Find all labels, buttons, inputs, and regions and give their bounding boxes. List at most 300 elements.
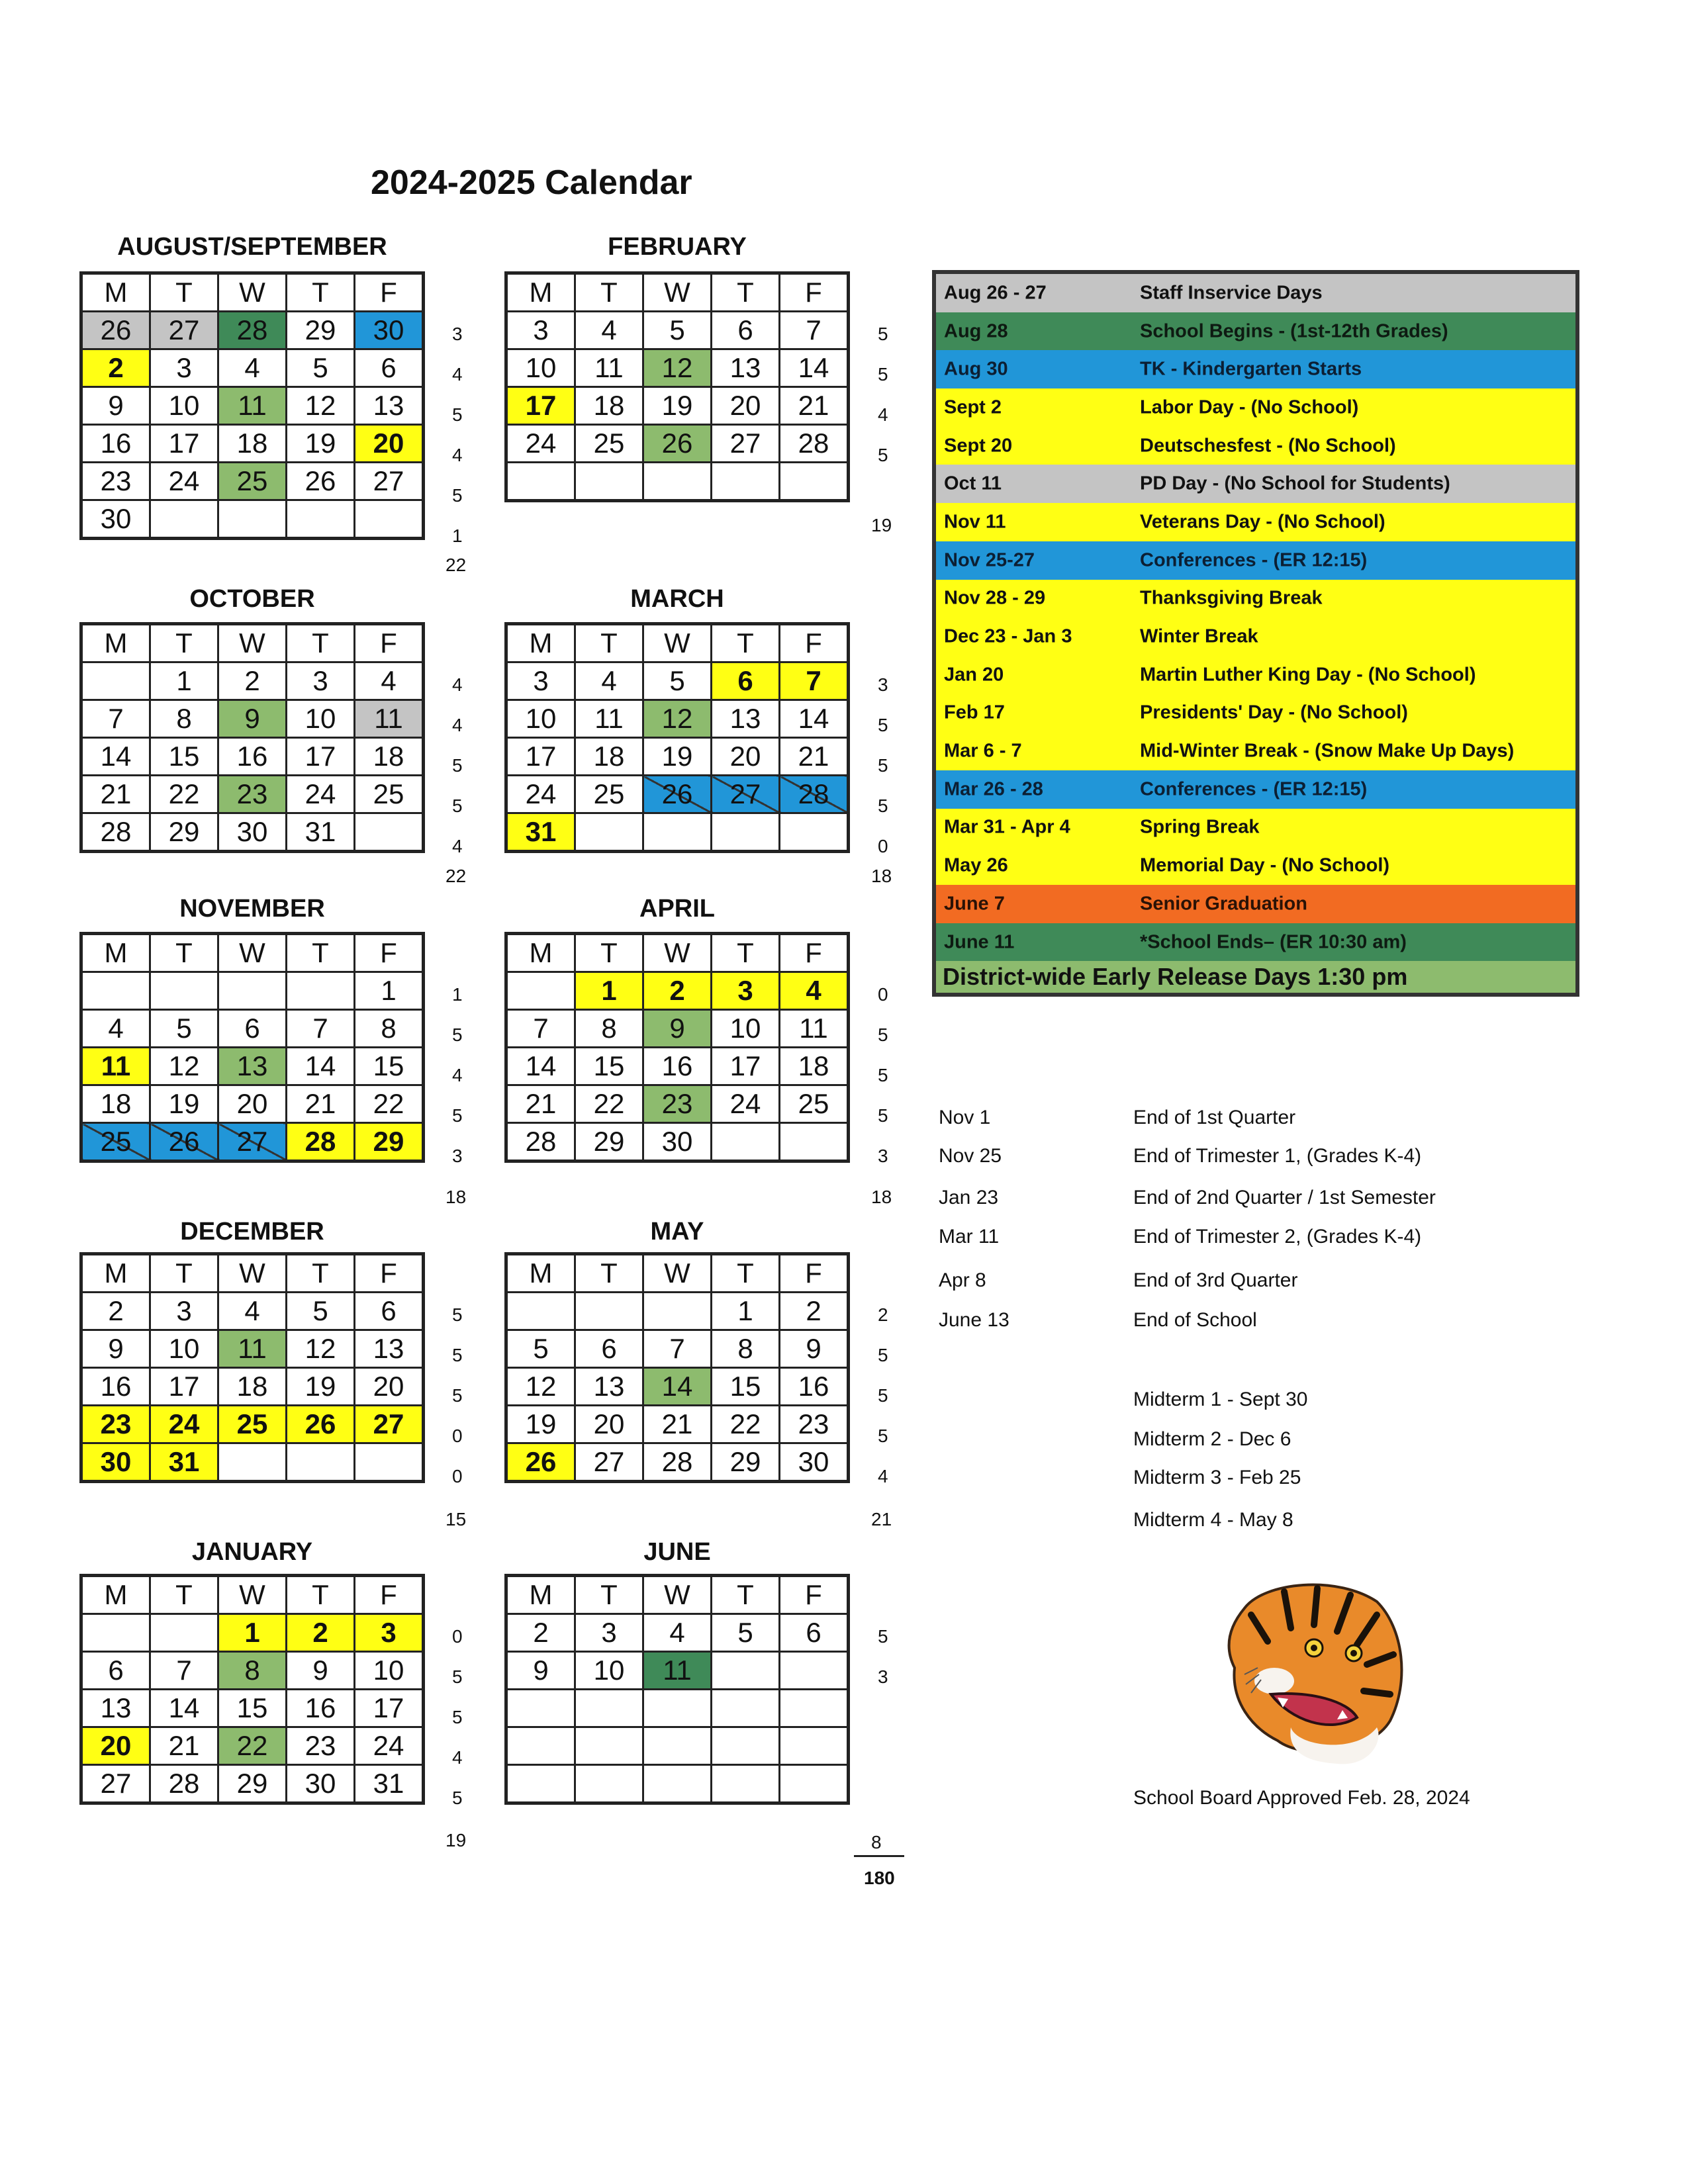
day-cell: 10 — [150, 1330, 218, 1368]
day-cell: 25 — [575, 425, 643, 463]
day-cell: 4 — [780, 972, 849, 1010]
legend-event: Staff Inservice Days — [1140, 282, 1323, 304]
month-title-mar: MARCH — [630, 585, 724, 613]
day-cell: 29 — [355, 1123, 424, 1161]
day-cell — [506, 1765, 575, 1803]
day-cell: 2 — [81, 1293, 150, 1330]
day-cell: 13 — [81, 1690, 150, 1727]
day-cell — [150, 1614, 218, 1652]
legend-row — [936, 312, 1575, 351]
quarter-date: Nov 1 — [939, 1107, 991, 1128]
day-cell: 15 — [150, 738, 218, 776]
day-cell: 13 — [575, 1368, 643, 1406]
week-day-count: 5 — [878, 1626, 888, 1647]
legend-row — [936, 923, 1575, 962]
day-cell: 30 — [287, 1765, 355, 1803]
day-cell: 17 — [150, 425, 218, 463]
day-cell — [643, 1293, 712, 1330]
weekday-header: F — [355, 624, 424, 662]
day-cell: 19 — [643, 738, 712, 776]
day-cell: 5 — [643, 662, 712, 700]
weekday-header: T — [575, 1254, 643, 1293]
day-cell: 27 — [355, 463, 424, 500]
legend-date: Feb 17 — [944, 702, 1005, 723]
week-day-count: 3 — [878, 1146, 888, 1166]
legend-date: June 11 — [944, 931, 1015, 953]
week-day-count: 2 — [878, 1304, 888, 1325]
day-cell: 22 — [355, 1085, 424, 1123]
day-cell: 14 — [81, 738, 150, 776]
day-cell: 1 — [150, 662, 218, 700]
legend-date: Oct 11 — [944, 473, 1002, 494]
weekday-header: T — [712, 624, 780, 662]
week-day-count: 5 — [452, 1304, 463, 1325]
day-cell: 7 — [506, 1010, 575, 1048]
day-cell: 22 — [712, 1406, 780, 1443]
day-cell: 20 — [712, 738, 780, 776]
day-cell: 10 — [506, 349, 575, 387]
day-cell: 7 — [150, 1652, 218, 1690]
day-cell: 31 — [506, 813, 575, 852]
day-cell: 12 — [643, 700, 712, 738]
day-cell: 2 — [506, 1614, 575, 1652]
legend-row — [936, 846, 1575, 885]
month-total: 18 — [445, 1187, 467, 1207]
weekday-header: F — [780, 934, 849, 972]
day-cell: 12 — [287, 387, 355, 425]
weekday-header: M — [506, 934, 575, 972]
day-cell: 4 — [218, 349, 287, 387]
day-cell: 23 — [643, 1085, 712, 1123]
day-cell: 2 — [780, 1293, 849, 1330]
day-cell — [780, 1123, 849, 1161]
month-title-apr: APRIL — [639, 895, 715, 923]
week-day-count: 5 — [878, 1426, 888, 1446]
day-cell: 3 — [712, 972, 780, 1010]
day-cell: 25 — [780, 1085, 849, 1123]
legend-event: PD Day - (No School for Students) — [1140, 473, 1450, 494]
legend-date: Nov 28 - 29 — [944, 587, 1046, 609]
legend-event: Conferences - (ER 12:15) — [1140, 549, 1368, 571]
legend-row — [936, 541, 1575, 580]
legend-table — [932, 270, 1579, 997]
day-cell — [150, 972, 218, 1010]
day-cell: 13 — [712, 700, 780, 738]
day-cell: 22 — [575, 1085, 643, 1123]
week-day-count: 5 — [878, 715, 888, 735]
week-day-count: 5 — [452, 1385, 463, 1406]
weekday-header: W — [218, 624, 287, 662]
day-cell: 5 — [712, 1614, 780, 1652]
weekday-header: F — [355, 1576, 424, 1614]
day-cell: 23 — [81, 463, 150, 500]
day-cell: 25 — [81, 1123, 150, 1161]
day-cell: 6 — [780, 1614, 849, 1652]
day-cell: 21 — [780, 387, 849, 425]
week-day-count: 3 — [452, 1146, 463, 1166]
day-cell: 16 — [780, 1368, 849, 1406]
day-cell: 18 — [575, 738, 643, 776]
month-total: 18 — [871, 866, 892, 886]
day-cell: 8 — [355, 1010, 424, 1048]
weekday-header: M — [81, 1576, 150, 1614]
day-cell: 16 — [81, 1368, 150, 1406]
day-cell: 20 — [575, 1406, 643, 1443]
week-day-count: 4 — [452, 445, 463, 465]
legend-row — [936, 465, 1575, 503]
legend-event: School Begins - (1st-12th Grades) — [1140, 320, 1448, 342]
day-cell: 6 — [355, 1293, 424, 1330]
legend-date: June 7 — [944, 893, 1005, 915]
weekday-header: M — [81, 1254, 150, 1293]
month-table-apr — [504, 932, 850, 1163]
weekday-header: F — [355, 1254, 424, 1293]
week-day-count: 4 — [452, 674, 463, 695]
total-sum-line — [854, 1855, 904, 1857]
day-cell: 6 — [218, 1010, 287, 1048]
day-cell — [712, 1727, 780, 1765]
day-cell: 10 — [355, 1652, 424, 1690]
day-cell — [575, 1727, 643, 1765]
day-cell: 26 — [81, 312, 150, 349]
day-cell: 13 — [218, 1048, 287, 1085]
day-cell: 19 — [287, 1368, 355, 1406]
day-cell — [81, 1614, 150, 1652]
legend-event: Veterans Day - (No School) — [1140, 511, 1385, 533]
day-cell: 11 — [355, 700, 424, 738]
day-cell — [643, 463, 712, 501]
day-cell: 14 — [506, 1048, 575, 1085]
month-title-nov: NOVEMBER — [179, 895, 325, 923]
midterm-item: Midterm 1 - Sept 30 — [1133, 1388, 1308, 1410]
day-cell — [506, 972, 575, 1010]
week-day-count: 5 — [878, 1065, 888, 1085]
day-cell: 17 — [712, 1048, 780, 1085]
weekday-header: M — [81, 273, 150, 312]
grand-total: 180 — [864, 1868, 895, 1888]
week-day-count: 1 — [452, 525, 463, 546]
legend-event: Memorial Day - (No School) — [1140, 854, 1390, 876]
week-day-count: 4 — [452, 364, 463, 385]
day-cell: 31 — [355, 1765, 424, 1803]
week-day-count: 4 — [452, 836, 463, 856]
month-table-feb — [504, 271, 850, 502]
weekday-header: T — [287, 273, 355, 312]
week-day-count: 3 — [878, 674, 888, 695]
legend-event: Spring Break — [1140, 816, 1260, 838]
day-cell: 5 — [287, 1293, 355, 1330]
day-cell: 1 — [712, 1293, 780, 1330]
weekday-header: W — [218, 1576, 287, 1614]
week-day-count: 4 — [452, 1747, 463, 1768]
day-cell: 14 — [643, 1368, 712, 1406]
weekday-header: W — [643, 1576, 712, 1614]
day-cell: 6 — [81, 1652, 150, 1690]
day-cell — [712, 463, 780, 501]
day-cell: 12 — [287, 1330, 355, 1368]
weekday-header: W — [643, 1254, 712, 1293]
day-cell: 9 — [287, 1652, 355, 1690]
day-cell: 15 — [575, 1048, 643, 1085]
weekday-header: T — [150, 624, 218, 662]
legend-event: Conferences - (ER 12:15) — [1140, 778, 1368, 800]
month-total: 21 — [871, 1509, 892, 1529]
weekday-header: T — [150, 273, 218, 312]
day-cell: 18 — [81, 1085, 150, 1123]
day-cell — [218, 500, 287, 539]
day-cell: 20 — [712, 387, 780, 425]
day-cell: 9 — [780, 1330, 849, 1368]
day-cell: 11 — [575, 700, 643, 738]
weekday-header: W — [218, 1254, 287, 1293]
day-cell: 31 — [287, 813, 355, 852]
legend-date: Aug 28 — [944, 320, 1008, 342]
day-cell: 30 — [780, 1443, 849, 1482]
day-cell: 23 — [287, 1727, 355, 1765]
day-cell: 26 — [643, 776, 712, 813]
legend-row — [936, 580, 1575, 618]
legend-row — [936, 388, 1575, 427]
week-day-count: 0 — [878, 836, 888, 856]
day-cell: 21 — [150, 1727, 218, 1765]
weekday-header: T — [575, 273, 643, 312]
month-title-jan: JANUARY — [191, 1538, 313, 1566]
week-day-count: 5 — [452, 1024, 463, 1045]
day-cell: 31 — [150, 1443, 218, 1482]
day-cell: 26 — [287, 1406, 355, 1443]
legend-event: *School Ends– (ER 10:30 am) — [1140, 931, 1407, 953]
weekday-header: F — [780, 1254, 849, 1293]
day-cell: 9 — [506, 1652, 575, 1690]
day-cell: 22 — [218, 1727, 287, 1765]
day-cell — [218, 972, 287, 1010]
day-cell: 25 — [218, 1406, 287, 1443]
day-cell: 23 — [780, 1406, 849, 1443]
week-day-count: 4 — [878, 404, 888, 425]
week-day-count: 0 — [452, 1626, 463, 1647]
week-day-count: 1 — [452, 984, 463, 1005]
month-total: 19 — [445, 1830, 467, 1850]
legend-event: Thanksgiving Break — [1140, 587, 1323, 609]
day-cell: 18 — [218, 425, 287, 463]
day-cell: 28 — [150, 1765, 218, 1803]
day-cell: 2 — [643, 972, 712, 1010]
legend-event: Deutschesfest - (No School) — [1140, 435, 1396, 457]
week-day-count: 5 — [878, 1385, 888, 1406]
month-table-may — [504, 1252, 850, 1483]
day-cell: 2 — [81, 349, 150, 387]
day-cell: 11 — [575, 349, 643, 387]
day-cell: 18 — [355, 738, 424, 776]
day-cell: 5 — [643, 312, 712, 349]
day-cell: 24 — [150, 1406, 218, 1443]
legend-row — [936, 274, 1575, 312]
day-cell: 6 — [355, 349, 424, 387]
day-cell: 21 — [780, 738, 849, 776]
weekday-header: M — [506, 624, 575, 662]
midterm-item: Midterm 3 - Feb 25 — [1133, 1467, 1301, 1488]
day-cell: 15 — [218, 1690, 287, 1727]
day-cell: 12 — [150, 1048, 218, 1085]
weekday-header: F — [355, 934, 424, 972]
day-cell: 24 — [355, 1727, 424, 1765]
day-cell: 28 — [780, 425, 849, 463]
day-cell: 26 — [150, 1123, 218, 1161]
week-day-count: 5 — [878, 755, 888, 776]
day-cell — [355, 813, 424, 852]
day-cell: 18 — [780, 1048, 849, 1085]
day-cell: 28 — [81, 813, 150, 852]
month-title-may: MAY — [650, 1218, 704, 1246]
weekday-header: M — [506, 1576, 575, 1614]
month-table-jun — [504, 1574, 850, 1805]
page-title: 2024-2025 Calendar — [371, 163, 692, 202]
day-cell: 18 — [575, 387, 643, 425]
day-cell: 17 — [150, 1368, 218, 1406]
month-table-dec — [79, 1252, 425, 1483]
week-day-count: 4 — [452, 715, 463, 735]
week-day-count: 4 — [878, 1466, 888, 1486]
day-cell: 19 — [643, 387, 712, 425]
weekday-header: T — [287, 1254, 355, 1293]
day-cell — [287, 972, 355, 1010]
quarter-description: End of Trimester 2, (Grades K-4) — [1133, 1226, 1422, 1248]
day-cell — [150, 500, 218, 539]
month-total: 15 — [445, 1509, 467, 1529]
day-cell: 6 — [712, 662, 780, 700]
day-cell: 3 — [150, 349, 218, 387]
weekday-header: T — [150, 934, 218, 972]
day-cell: 19 — [506, 1406, 575, 1443]
day-cell — [575, 813, 643, 852]
month-table-jan — [79, 1574, 425, 1805]
day-cell: 11 — [643, 1652, 712, 1690]
day-cell: 19 — [150, 1085, 218, 1123]
day-cell — [287, 1443, 355, 1482]
week-day-count: 5 — [878, 324, 888, 344]
day-cell: 28 — [780, 776, 849, 813]
day-cell: 11 — [218, 387, 287, 425]
day-cell — [780, 1690, 849, 1727]
quarter-description: End of 2nd Quarter / 1st Semester — [1133, 1187, 1436, 1208]
day-cell: 20 — [355, 1368, 424, 1406]
weekday-header: W — [643, 273, 712, 312]
day-cell: 27 — [712, 776, 780, 813]
week-day-count: 0 — [452, 1426, 463, 1446]
day-cell: 4 — [575, 662, 643, 700]
day-cell: 29 — [287, 312, 355, 349]
weekday-header: T — [712, 1254, 780, 1293]
week-day-count: 4 — [452, 1065, 463, 1085]
approval-note: School Board Approved Feb. 28, 2024 — [1133, 1787, 1470, 1809]
weekday-header: W — [218, 934, 287, 972]
month-title-feb: FEBRUARY — [608, 233, 747, 261]
month-title-augsep: AUGUST/SEPTEMBER — [117, 233, 387, 261]
day-cell: 30 — [218, 813, 287, 852]
quarter-description: End of 3rd Quarter — [1133, 1269, 1298, 1291]
day-cell: 26 — [287, 463, 355, 500]
day-cell: 25 — [355, 776, 424, 813]
day-cell: 30 — [81, 500, 150, 539]
month-total: 8 — [871, 1832, 882, 1852]
quarter-date: Nov 25 — [939, 1145, 1002, 1167]
legend-date: Dec 23 - Jan 3 — [944, 625, 1072, 647]
day-cell: 1 — [218, 1614, 287, 1652]
weekday-header: T — [150, 1254, 218, 1293]
day-cell: 24 — [712, 1085, 780, 1123]
day-cell: 28 — [643, 1443, 712, 1482]
day-cell: 3 — [575, 1614, 643, 1652]
legend-date: Sept 2 — [944, 396, 1002, 418]
day-cell: 17 — [355, 1690, 424, 1727]
day-cell: 12 — [643, 349, 712, 387]
legend-row — [936, 503, 1575, 541]
weekday-header: T — [575, 1576, 643, 1614]
day-cell: 2 — [287, 1614, 355, 1652]
weekday-header: W — [643, 934, 712, 972]
day-cell: 9 — [81, 387, 150, 425]
week-day-count: 5 — [452, 1666, 463, 1687]
day-cell: 30 — [643, 1123, 712, 1161]
day-cell: 16 — [643, 1048, 712, 1085]
legend-date: Nov 11 — [944, 511, 1006, 533]
day-cell: 7 — [780, 662, 849, 700]
day-cell: 9 — [218, 700, 287, 738]
day-cell: 10 — [575, 1652, 643, 1690]
week-day-count: 5 — [452, 404, 463, 425]
weekday-header: T — [712, 1576, 780, 1614]
day-cell: 6 — [575, 1330, 643, 1368]
week-day-count: 5 — [878, 445, 888, 465]
day-cell: 27 — [150, 312, 218, 349]
day-cell: 23 — [81, 1406, 150, 1443]
legend-date: Mar 6 - 7 — [944, 740, 1022, 762]
day-cell: 29 — [150, 813, 218, 852]
day-cell: 6 — [712, 312, 780, 349]
weekday-header: T — [287, 934, 355, 972]
day-cell: 4 — [355, 662, 424, 700]
weekday-header: W — [218, 273, 287, 312]
legend-date: Nov 25-27 — [944, 549, 1035, 571]
day-cell — [355, 1443, 424, 1482]
quarter-description: End of School — [1133, 1309, 1257, 1331]
day-cell: 2 — [218, 662, 287, 700]
legend-row — [936, 732, 1575, 770]
day-cell: 21 — [643, 1406, 712, 1443]
month-table-nov — [79, 932, 425, 1163]
legend-row — [936, 694, 1575, 733]
day-cell: 30 — [355, 312, 424, 349]
day-cell: 20 — [355, 425, 424, 463]
week-day-count: 5 — [452, 1345, 463, 1365]
week-day-count: 5 — [878, 796, 888, 816]
midterm-item: Midterm 4 - May 8 — [1133, 1509, 1293, 1531]
day-cell: 16 — [81, 425, 150, 463]
day-cell: 8 — [218, 1652, 287, 1690]
day-cell — [643, 1727, 712, 1765]
day-cell — [287, 500, 355, 539]
day-cell — [643, 1690, 712, 1727]
day-cell: 8 — [150, 700, 218, 738]
week-day-count: 5 — [878, 1345, 888, 1365]
day-cell: 15 — [712, 1368, 780, 1406]
day-cell — [506, 1727, 575, 1765]
day-cell: 28 — [218, 312, 287, 349]
day-cell: 4 — [643, 1614, 712, 1652]
day-cell: 7 — [81, 700, 150, 738]
day-cell: 20 — [218, 1085, 287, 1123]
day-cell: 8 — [712, 1330, 780, 1368]
